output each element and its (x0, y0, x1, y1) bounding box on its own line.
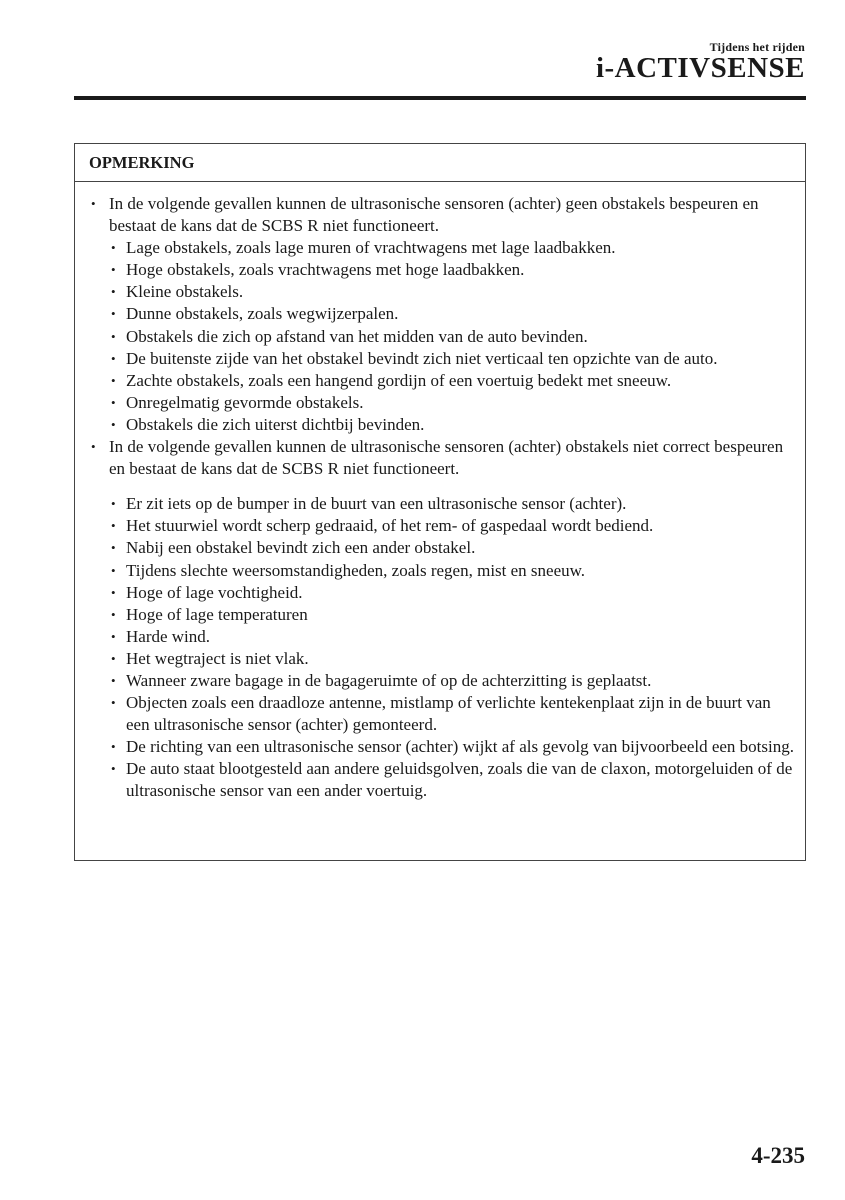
list-item-text: Nabij een obstakel bevindt zich een ander obstakel. (126, 538, 476, 558)
list-item (87, 237, 795, 259)
bullet-icon: • (111, 394, 116, 410)
list-item-text: Tijdens slechte weersomstandigheden, zoals regen, mist en sneeuw. (126, 560, 586, 580)
bullet-icon: • (111, 518, 116, 534)
bullet-icon: • (111, 240, 116, 256)
bullet-icon: • (111, 650, 116, 666)
bullet-icon: • (111, 695, 116, 711)
bullet-icon: • (111, 562, 116, 578)
list-item (87, 537, 795, 559)
list-item-text: Harde wind. (126, 626, 211, 646)
sub-list-2 (87, 493, 795, 802)
note-item-2 (87, 436, 795, 480)
bullet-icon: • (111, 606, 116, 622)
list-item-text: Hoge of lage temperaturen (126, 604, 308, 624)
note-list (87, 193, 795, 803)
list-item (87, 414, 795, 436)
bullet-icon: • (111, 628, 116, 644)
list-item (87, 670, 795, 692)
bullet-icon: • (111, 350, 116, 366)
list-item-text: Zachte obstakels, zoals een hangend gordijn of een voertuig bedekt met sneeuw. (126, 370, 672, 390)
page-number: 4-235 (751, 1143, 805, 1168)
list-item-text: Er zit iets op de bumper in de buurt van een ultrasonische sensor (achter). (126, 494, 627, 514)
bullet-icon: • (111, 672, 116, 688)
list-item-text: Kleine obstakels. (126, 282, 244, 302)
list-item (87, 758, 795, 802)
list-item (87, 348, 795, 370)
list-item-text: Dunne obstakels, zoals wegwijzerpalen. (126, 304, 399, 324)
chapter-title: i-ACTIVSENSE (595, 52, 805, 84)
bullet-icon: • (111, 306, 116, 322)
note-item-text: In de volgende gevallen kunnen de ultrasonische sensoren (achter) geen obstakels bespeuren en bestaat de kans dat de SCBS R niet functioneert. (109, 194, 759, 236)
list-item (87, 736, 795, 758)
list-item (87, 582, 795, 604)
list-item (87, 692, 795, 736)
list-item-text: Hoge of lage vochtigheid. (126, 582, 303, 602)
note-item-1 (87, 193, 795, 237)
bullet-icon: • (111, 540, 116, 556)
list-item (87, 392, 795, 414)
list-item-text: Lage obstakels, zoals lage muren of vrachtwagens met lage laadbakken. (126, 238, 616, 258)
bullet-icon: • (91, 439, 96, 455)
list-item-text: Wanneer zware bagage in de bagageruimte of op de achterzitting is geplaatst. (126, 670, 652, 690)
list-item (87, 370, 795, 392)
list-item-text: Het stuurwiel wordt scherp gedraaid, of het rem- of gaspedaal wordt bediend. (126, 516, 654, 536)
note-box (74, 143, 806, 861)
list-item-text: De auto staat blootgesteld aan andere geluidsgolven, zoals die van de claxon, motorgeluiden of de ultrasonische sensor van een ander voertuig. (126, 759, 793, 801)
list-item-text: De richting van een ultrasonische sensor (achter) wijkt af als gevolg van bijvoorbeeld een botsing. (126, 737, 794, 757)
list-item-text: Objecten zoals een draadloze antenne, mistlamp of verlichte kentekenplaat zijn in de buurt van een ultrasonische sensor (achter) gemonteerd. (126, 693, 771, 735)
bullet-icon: • (91, 196, 96, 211)
sub-list-1 (87, 237, 795, 436)
bullet-icon: • (111, 262, 116, 278)
list-item (87, 560, 795, 582)
bullet-icon: • (111, 496, 116, 512)
bullet-icon: • (111, 761, 116, 777)
list-item (87, 648, 795, 670)
list-item (87, 626, 795, 648)
section-title: Tijdens het rijden (709, 40, 805, 54)
sub-list-container (87, 493, 795, 802)
list-item-text: Obstakels die zich uiterst dichtbij bevinden. (126, 414, 425, 434)
note-heading: OPMERKING (75, 144, 805, 182)
list-item-text: Obstakels die zich op afstand van het midden van de auto bevinden. (126, 326, 588, 346)
list-item (87, 281, 795, 303)
list-item (87, 326, 795, 348)
bullet-icon: • (111, 372, 116, 388)
bullet-icon: • (111, 284, 116, 300)
list-item-text: Onregelmatig gevormde obstakels. (126, 392, 364, 412)
list-item-text: De buitenste zijde van het obstakel bevindt zich niet verticaal ten opzichte van de auto. (126, 348, 718, 368)
sub-list-container (87, 237, 795, 436)
list-item-text: Het wegtraject is niet vlak. (126, 648, 309, 668)
list-item (87, 259, 795, 281)
note-body (75, 182, 805, 803)
bullet-icon: • (111, 416, 116, 432)
list-item (87, 515, 795, 537)
list-item (87, 604, 795, 626)
bullet-icon: • (111, 584, 116, 600)
list-item (87, 493, 795, 515)
header-divider (74, 96, 806, 100)
bullet-icon: • (111, 739, 116, 755)
list-item (87, 303, 795, 325)
note-item-text: In de volgende gevallen kunnen de ultrasonische sensoren (achter) obstakels niet correct bespeuren en bestaat de kans dat de SCBS R niet functioneert. (109, 437, 784, 479)
list-item-text: Hoge obstakels, zoals vrachtwagens met hoge laadbakken. (126, 260, 525, 280)
bullet-icon: • (111, 328, 116, 344)
